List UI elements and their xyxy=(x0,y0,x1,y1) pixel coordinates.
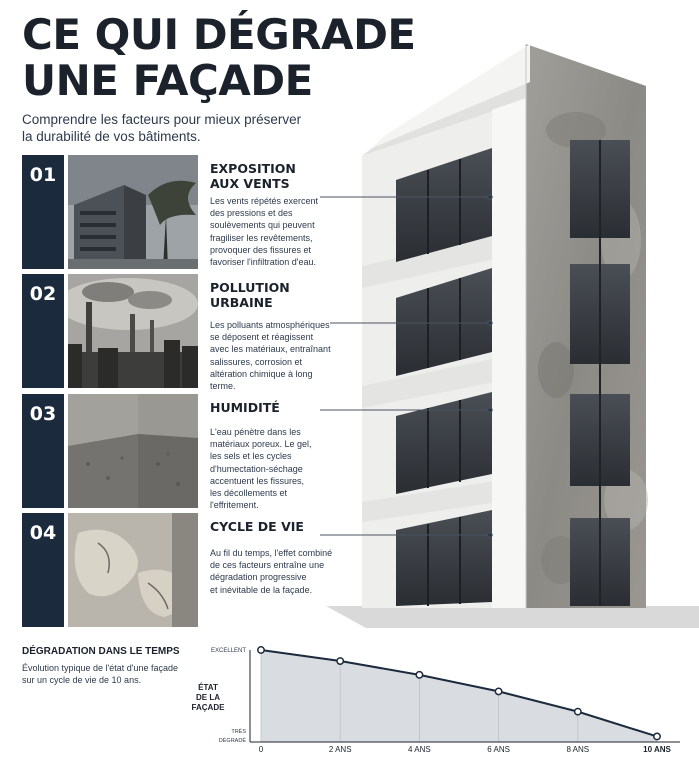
y-bottom-label-1: TRÈS xyxy=(231,729,246,735)
factor-number: 04 xyxy=(22,513,64,627)
chart-ylabel: ÉTAT DE LA FAÇADE xyxy=(191,683,225,712)
page-subtitle: Comprendre les facteurs pour mieux préserver la durabilité de vos bâtiments. xyxy=(22,112,302,144)
factor-title: POLLUTION URBAINE xyxy=(210,280,290,310)
x-tick-label: 4 ANS xyxy=(408,745,431,754)
y-bottom-label-2: DÉGRADÉ xyxy=(218,738,246,744)
x-tick-label: 0 xyxy=(258,745,264,754)
chart-section-description: Évolution typique de l'état d'une façade sur un cycle de vie de 10 ans. xyxy=(22,663,179,685)
x-tick-label: 8 ANS xyxy=(566,745,590,754)
factor-number: 02 xyxy=(22,274,64,388)
x-tick-label: 2 ANS xyxy=(328,745,352,754)
degradation-area xyxy=(261,650,657,742)
data-point xyxy=(258,647,264,653)
chart-section-title: DÉGRADATION DANS LE TEMPS xyxy=(22,646,180,657)
data-point xyxy=(654,733,660,739)
factor-number: 03 xyxy=(22,394,64,508)
data-point xyxy=(495,688,501,694)
factor-title: CYCLE DE VIE xyxy=(210,519,304,534)
x-tick-label: 10 ANS xyxy=(643,745,671,754)
page-title: CE QUI DÉGRADE UNE FAÇADE xyxy=(22,10,416,105)
factor-number: 01 xyxy=(22,155,64,269)
x-tick-label: 6 ANS xyxy=(487,745,510,754)
factor-title: HUMIDITÉ xyxy=(210,400,280,415)
factor-description: L'eau pénètre dans les matériaux poreux. Le gel, les sels et les cycles d'humectation-séchage accentuent les fissures, les décollements et l'effritement. xyxy=(210,427,312,511)
data-point xyxy=(575,708,581,714)
y-top-label: EXCELLENT xyxy=(210,648,246,654)
data-point xyxy=(416,672,422,678)
factor-description: Au fil du temps, l'effet combiné de ces facteurs entraîne une dégradation progressive et inévitable de la façade. xyxy=(210,548,333,595)
factor-title: EXPOSITION AUX VENTS xyxy=(210,161,296,191)
data-point xyxy=(337,658,343,664)
factor-description: Les polluants atmosphériques se déposent et réagissent avec les matériaux, entraînant salissures, corrosion et altération chimique à long terme. xyxy=(210,320,331,392)
factor-description: Les vents répétés exercent des pressions et des soulèvements qui peuvent fragiliser les revêtements, provoquer des fissures et favoriser l'infiltration d'eau. xyxy=(210,196,319,268)
